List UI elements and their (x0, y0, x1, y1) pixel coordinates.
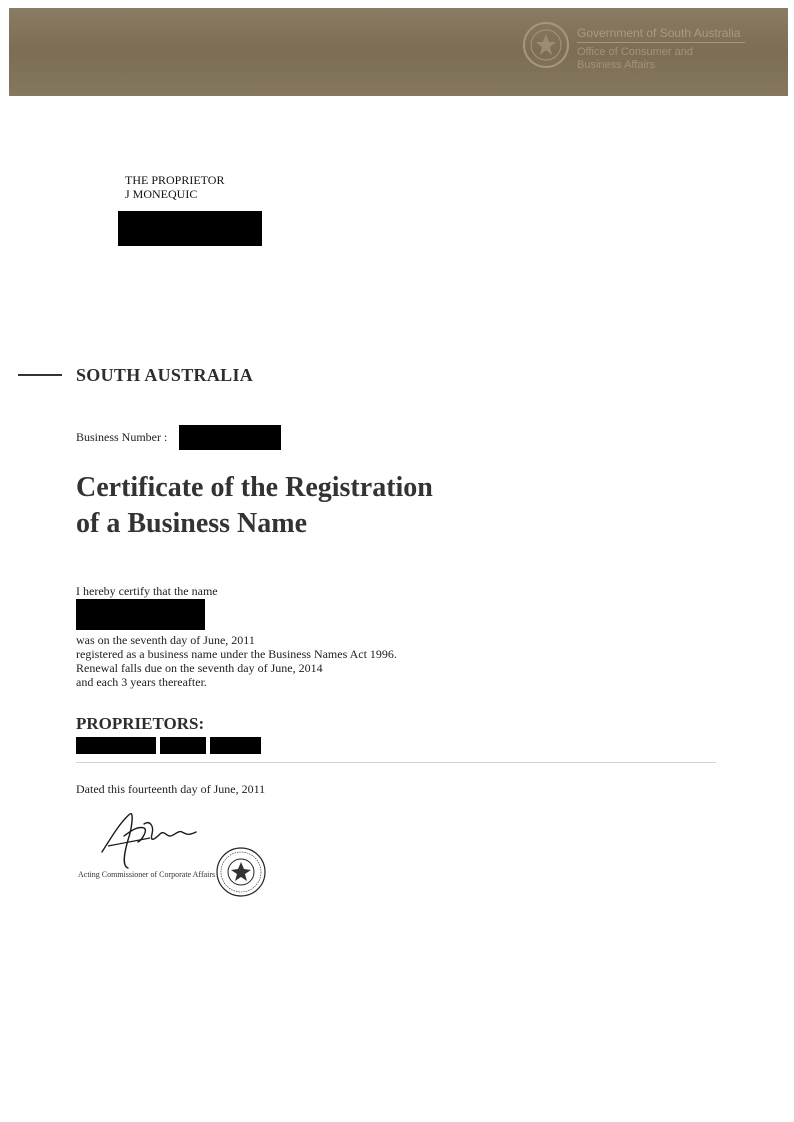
title-line-2: of a Business Name (76, 508, 308, 539)
redacted-address (118, 211, 262, 246)
detail-line: and each 3 years thereafter. (76, 675, 207, 689)
certificate-title (76, 470, 433, 542)
letterhead-banner (9, 8, 788, 96)
letterhead-divider (577, 42, 745, 43)
addressee-block (125, 173, 224, 201)
redacted-proprietor-1 (76, 737, 156, 754)
state-heading: SOUTH AUSTRALIA (76, 365, 254, 385)
government-crest-icon (523, 22, 569, 68)
business-number-label: Business Number : (76, 430, 168, 444)
redacted-proprietor-3 (210, 737, 261, 754)
registration-details (76, 633, 397, 689)
detail-line: was on the seventh day of June, 2011 (76, 633, 255, 647)
proprietors-heading: PROPRIETORS: (76, 714, 205, 733)
commissioner-signature (94, 806, 214, 876)
detail-line: Renewal falls due on the seventh day of June, 2014 (76, 661, 323, 675)
office-name: Office of Consumer and Business Affairs (577, 46, 693, 71)
margin-dash (18, 374, 62, 376)
dated-line: Dated this fourteenth day of June, 2011 (76, 782, 266, 796)
addressee-line-1: THE PROPRIETOR (125, 173, 225, 187)
redacted-business-number (179, 425, 281, 450)
redacted-proprietor-2 (160, 737, 206, 754)
government-name: Government of South Australia (577, 26, 741, 40)
official-seal-stamp (215, 846, 267, 898)
scan-line (76, 762, 716, 763)
title-line-1: Certificate of the Registration (76, 472, 433, 503)
redacted-business-name (76, 599, 205, 630)
signatory-title: Acting Commissioner of Corporate Affairs (78, 870, 216, 879)
addressee-line-2: J MONEQUIC (125, 187, 198, 201)
certify-line: I hereby certify that the name (76, 584, 218, 598)
detail-line: registered as a business name under the Business Names Act 1996. (76, 647, 397, 661)
